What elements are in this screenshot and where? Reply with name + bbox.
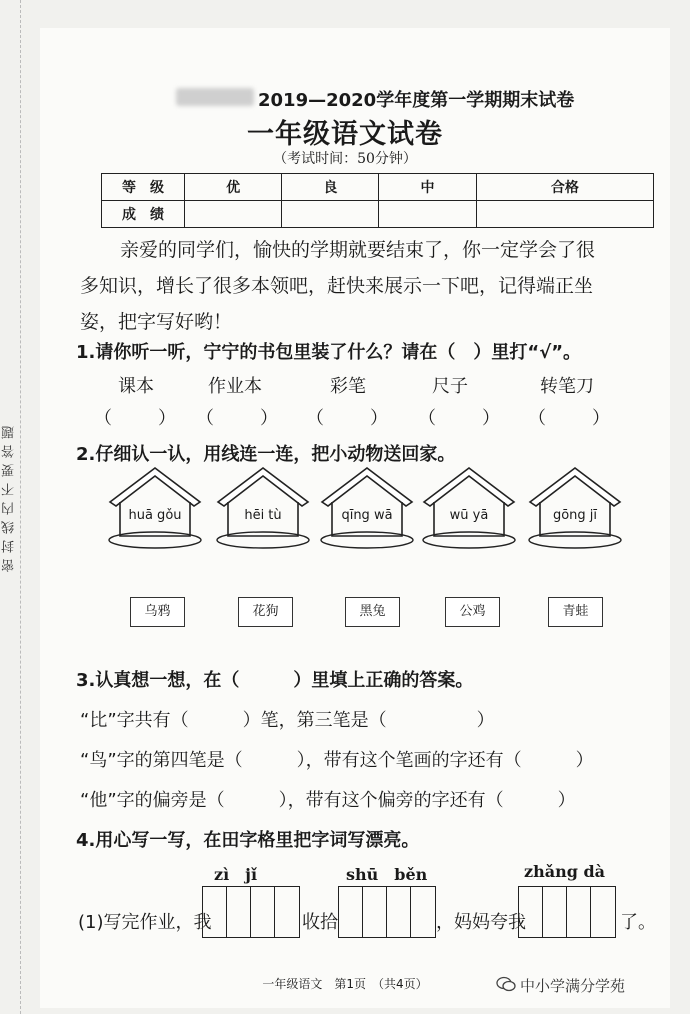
table-cell[interactable] [379, 201, 476, 228]
tian-grid[interactable] [518, 886, 616, 938]
main-title: 一年级语文试卷 [247, 119, 443, 150]
house-2[interactable] [214, 462, 312, 552]
house-4[interactable] [420, 462, 518, 552]
table-cell[interactable] [476, 201, 653, 228]
question-3-title: 3.认真想一想，在（ ）里填上正确的答案。 [76, 670, 474, 691]
q3-line[interactable]: “他”字的偏旁是（ ），带有这个偏旁的字还有（ ） [80, 790, 576, 811]
side-note: 密封线内不要答题 [2, 420, 17, 572]
animal-card[interactable]: 青蛙 [548, 597, 603, 627]
q1-item: 课本 [118, 376, 154, 397]
blurred-school-name [176, 88, 254, 106]
house-pinyin: huā gǒu [128, 508, 182, 523]
table-cell: 优 [185, 174, 282, 201]
table-cell: 成 绩 [102, 201, 185, 228]
answer-paren[interactable]: （ ） [196, 408, 292, 429]
table-row [102, 201, 654, 228]
table-cell: 等 级 [102, 174, 185, 201]
animal-card[interactable]: 公鸡 [445, 597, 500, 627]
pinyin-label: zhǎng dà [524, 862, 606, 881]
exam-duration: （考试时间：50分钟） [273, 151, 417, 167]
house-3[interactable] [318, 462, 416, 552]
q1-item: 彩笔 [330, 376, 366, 397]
house-icon [526, 462, 624, 552]
year-title: 2019—2020学年度第一学期期末试卷 [258, 90, 575, 111]
house-icon [214, 462, 312, 552]
sentence-part: 了。 [620, 912, 656, 933]
answer-paren[interactable]: （ ） [528, 408, 624, 429]
question-4-title: 4.用心写一写，在田字格里把字词写漂亮。 [76, 830, 420, 851]
house-5[interactable] [526, 462, 624, 552]
q1-item: 尺子 [432, 376, 468, 397]
sentence-part: ，妈妈夸我 [436, 912, 526, 933]
intro-paragraph [80, 232, 672, 340]
q3-line[interactable]: “比”字共有（ ）笔，第三笔是（ ） [80, 710, 495, 731]
house-icon [420, 462, 518, 552]
question-2-title: 2.仔细认一认，用线连一连，把小动物送回家。 [76, 444, 456, 465]
page-footer: 一年级语文 第1页 （共4页） [262, 977, 428, 991]
pinyin-label: zì jǐ [214, 865, 258, 884]
house-pinyin: gōng jī [552, 508, 598, 523]
intro-line: 姿，把字写好哟！ [80, 311, 233, 333]
q3-line[interactable]: “鸟”字的第四笔是（ ），带有这个笔画的字还有（ ） [80, 750, 594, 771]
house-icon [106, 462, 204, 552]
house-icon [318, 462, 416, 552]
animal-card[interactable]: 黑兔 [345, 597, 400, 627]
house-1[interactable] [106, 462, 204, 552]
sentence-part: (1)写完作业，我 [78, 912, 212, 933]
answer-paren[interactable]: （ ） [418, 408, 514, 429]
house-pinyin: wū yā [449, 508, 489, 523]
table-cell[interactable] [282, 201, 379, 228]
wechat-icon [496, 976, 516, 992]
sentence-part: 收拾 [302, 912, 338, 933]
house-pinyin: hēi tù [244, 508, 282, 523]
table-cell: 良 [282, 174, 379, 201]
table-cell: 合格 [476, 174, 653, 201]
table-row [102, 174, 654, 201]
house-pinyin: qīng wā [341, 508, 393, 523]
grade-table [101, 173, 654, 228]
animal-card[interactable]: 花狗 [238, 597, 293, 627]
pinyin-label: shū běn [346, 865, 428, 884]
question-1-title: 1.请你听一听，宁宁的书包里装了什么？请在（ ）里打“√”。 [76, 342, 582, 363]
answer-paren[interactable]: （ ） [306, 408, 402, 429]
tian-grid[interactable] [202, 886, 300, 938]
tian-grid[interactable] [338, 886, 436, 938]
watermark: 中小学满分学苑 [520, 977, 626, 995]
table-cell: 中 [379, 174, 476, 201]
table-cell[interactable] [185, 201, 282, 228]
answer-paren[interactable]: （ ） [94, 408, 190, 429]
intro-line: 多知识，增长了很多本领吧，赶快来展示一下吧，记得端正坐 [80, 275, 594, 297]
intro-line: 亲爱的同学们，愉快的学期就要结束了，你一定学会了很 [120, 239, 596, 261]
animal-card[interactable]: 乌鸦 [130, 597, 185, 627]
q1-item: 转笔刀 [540, 376, 594, 397]
q1-item: 作业本 [208, 376, 262, 397]
